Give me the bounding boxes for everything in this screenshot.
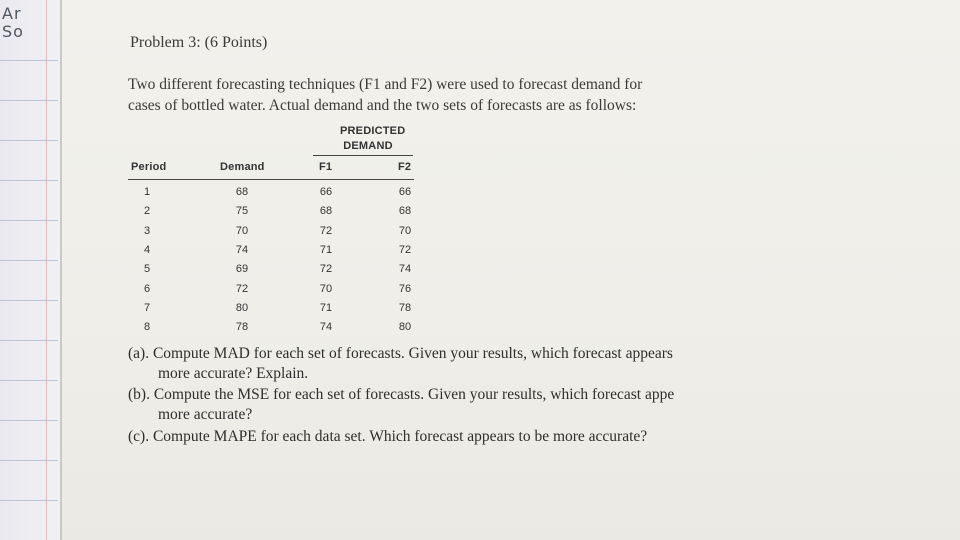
cell-period-row-1: 1: [143, 186, 151, 198]
handwritten-note-1: Ar: [2, 4, 22, 23]
group-header-demand: DEMAND: [343, 140, 393, 152]
cell-f1-row-3: 72: [319, 224, 333, 237]
cell-f2-row-6: 76: [398, 282, 412, 295]
cell-f1-row-4: 71: [319, 243, 333, 256]
cell-demand-row-2: 75: [235, 205, 249, 218]
question-a-line-1: (a). Compute MAD for each set of forecasts. Given your results, which forecast appears: [128, 345, 673, 362]
cell-f1-row-1: 66: [319, 186, 333, 198]
intro-line-2: cases of bottled water. Actual demand and the two sets of forecasts are as follows:: [128, 97, 637, 114]
question-b-line-2: more accurate?: [158, 406, 253, 423]
cell-period-row-3: 3: [143, 224, 151, 237]
cell-f1-row-5: 72: [319, 263, 333, 276]
cell-period-row-8: 8: [143, 321, 151, 334]
cell-period-row-5: 5: [143, 263, 151, 276]
cell-period-row-7: 7: [143, 301, 151, 314]
cell-f2-row-7: 78: [398, 301, 412, 314]
cell-f1-row-2: 68: [319, 205, 333, 218]
cell-f2-row-5: 74: [398, 263, 412, 276]
question-a-line-2: more accurate? Explain.: [158, 365, 309, 382]
question-c: [128, 427, 647, 447]
cell-demand-row-3: 70: [235, 224, 249, 237]
cell-period-row-6: 6: [143, 282, 151, 295]
cell-demand-row-6: 72: [235, 282, 249, 295]
notebook-page-edge: [0, 0, 62, 540]
cell-demand-row-4: 74: [235, 243, 249, 256]
question-b-line-1: (b). Compute the MSE for each set of forecasts. Given your results, which forecast appe: [128, 386, 675, 403]
cell-demand-row-5: 69: [235, 263, 249, 276]
cell-f2-row-2: 68: [398, 205, 412, 218]
handwritten-note-2: So: [2, 22, 24, 41]
cell-f1-row-8: 74: [319, 321, 333, 334]
question-a: [128, 344, 673, 384]
cell-demand-row-1: 68: [235, 186, 249, 198]
group-underline: [313, 155, 413, 156]
header-underline: [128, 179, 414, 180]
problem-title: Problem 3: (6 Points): [130, 34, 268, 51]
col-header-demand: Demand: [220, 161, 265, 173]
cell-f1-row-7: 71: [319, 301, 333, 314]
intro-line-1: Two different forecasting techniques (F1 and F2) were used to forecast demand for: [128, 76, 643, 93]
cell-f2-row-3: 70: [398, 224, 412, 237]
cell-f2-row-1: 66: [398, 186, 412, 198]
cell-demand-row-7: 80: [235, 301, 249, 314]
cell-period-row-2: 2: [143, 205, 151, 218]
col-header-f1: F1: [319, 161, 333, 173]
group-header-predicted: PREDICTED: [340, 125, 406, 137]
cell-f2-row-4: 72: [398, 243, 412, 256]
question-c-line-1: (c). Compute MAPE for each data set. Which forecast appears to be more accurate?: [128, 428, 648, 445]
col-header-f2: F2: [398, 161, 412, 173]
cell-period-row-4: 4: [143, 243, 151, 256]
question-b: [128, 385, 674, 425]
cell-demand-row-8: 78: [235, 321, 249, 334]
col-header-period: Period: [131, 161, 167, 173]
cell-f1-row-6: 70: [319, 282, 333, 295]
problem-intro: [128, 74, 728, 116]
cell-f2-row-8: 80: [398, 321, 412, 334]
